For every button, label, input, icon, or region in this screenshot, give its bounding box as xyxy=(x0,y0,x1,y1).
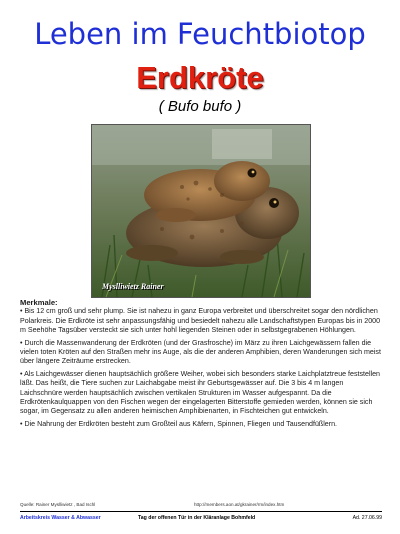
footer-divider xyxy=(20,511,382,512)
species-name: Erdkröte xyxy=(136,60,264,95)
bullet-paragraph: • Durch die Massenwanderung der Erdkröten (und der Grasfrosche) im März zu ihren Laichgewässern fallen die vielen toten Kröten auf den Straßen mehr ins Auge, als die der anderen Amphibien, deren Wanderungen sich meist über längere Zeiträume erstrecken. xyxy=(20,338,381,366)
scientific-name: ( Bufo bufo ) xyxy=(158,98,242,115)
characteristics-section xyxy=(20,298,382,432)
page-title: Leben im Feuchtbiotop xyxy=(34,17,366,51)
source-url[interactable]: http://members.aon.at/gkrainer/rm/index.htm xyxy=(194,502,285,507)
footer-organization: Arbeitskreis Wasser & Abwasser xyxy=(20,515,101,521)
photo-credit: Myslliwietz Rainer xyxy=(102,282,164,291)
bullet-paragraph: • Bis 12 cm groß und sehr plump. Sie ist nahezu in ganz Europa verbreitet und überschreitet sogar den nördlichen Polarkreis. Die Erdkröte ist sehr anpassungsfähig und besiedelt nahezu alle Landschaftstypen Europas bis in 2000 m Seehöhe Tagsüber versteckt sie sich unter hohl liegenden Steinen oder in selbstgegrabenen Höhlungen. xyxy=(20,307,381,335)
source-author: Quelle: Rainer Myslliwietz , Bad Ischl xyxy=(20,502,96,507)
footer xyxy=(20,514,382,524)
bullet-paragraph: • Die Nahrung der Erdkröten besteht zum Großteil aus Käfern, Spinnen, Fliegen und Tausendfüßlern. xyxy=(20,419,338,428)
footer-event: Tag der offenen Tür in der Kläranlage Bohmfeld xyxy=(138,515,256,521)
footer-date: Ad. 27.06.99 xyxy=(352,515,382,521)
bullet-paragraph: • Als Laichgewässer dienen hauptsächlich größere Weiher, wobei sich besonders starke Laichplatztreue feststellen läßt. Das heißt, die Tiere suchen zur Laichabgabe meist ihr Geburtsgewässer auf. Die 3 bis 4 m langen Laichschnüre werden hauptsächlich zwischen vertikalen Strukturen im Wasser aufgespannt. Da die Erdkrötenkaulquappen von den Fischen wegen der eingelagerten Bitterstoffe gemieden werden, können sie sich sogar, im Gegensatz zu allen anderen heimischen Amphibienarten, in Fischteichen gut entwickeln. xyxy=(20,369,381,416)
toad-illustration xyxy=(92,125,310,297)
toad-photo xyxy=(91,124,311,298)
section-heading: Merkmale: xyxy=(20,298,58,307)
